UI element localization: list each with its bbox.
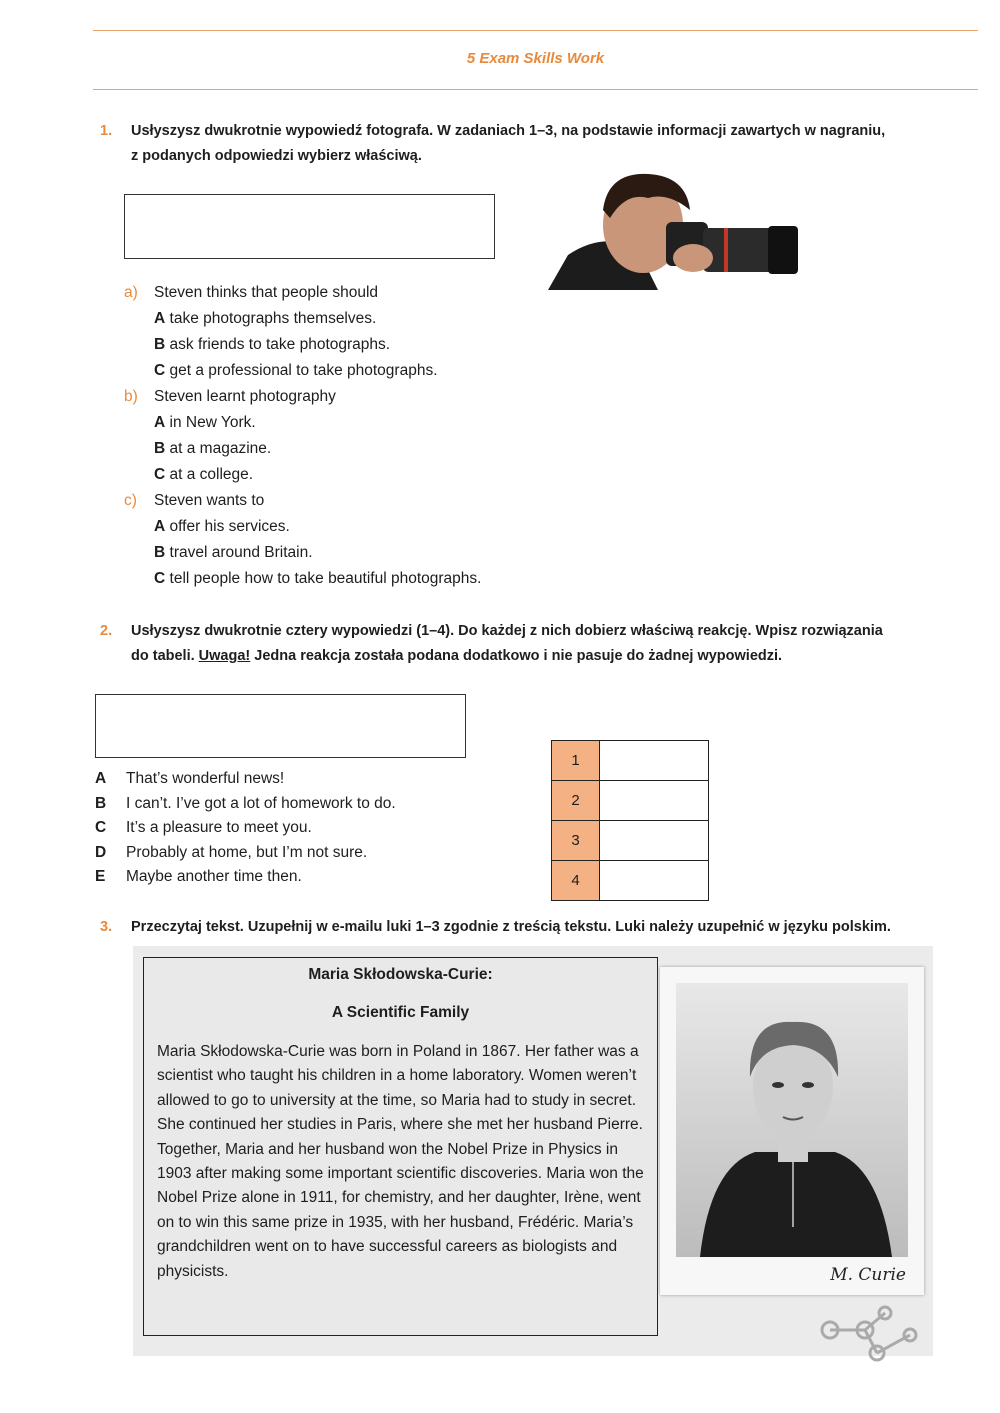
task-1-instruction [100, 119, 980, 171]
task-2-line-1: Usłyszysz dwukrotnie cztery wypowiedzi (1–4). Do każdej z nich dobierz właściwą reakcję. Wpisz rozwiązania [131, 623, 883, 639]
table-row [552, 741, 709, 781]
answer-option[interactable]: C tell people how to take beautiful photographs. [154, 570, 482, 587]
answer-option[interactable]: A offer his services. [154, 518, 290, 535]
response-item: C It’s a pleasure to meet you. [95, 819, 312, 836]
question-label: a) [124, 284, 138, 301]
answer-option[interactable]: B travel around Britain. [154, 544, 313, 561]
row-number: 3 [552, 821, 600, 861]
table-row [552, 821, 709, 861]
task-2-instruction [100, 619, 980, 671]
response-item: E Maybe another time then. [95, 868, 302, 885]
row-number: 1 [552, 741, 600, 781]
answer-option[interactable]: A take photographs themselves. [154, 310, 377, 327]
question-b [124, 384, 624, 488]
response-list [95, 767, 515, 890]
header-bottom-rule [93, 89, 978, 90]
answer-cell[interactable] [600, 821, 709, 861]
table-row [552, 861, 709, 901]
question-c [124, 488, 624, 592]
question-label: c) [124, 492, 137, 509]
task-3-number: 3. [100, 919, 113, 935]
header-top-rule [93, 30, 978, 31]
answer-option[interactable]: B at a magazine. [154, 440, 272, 457]
task-1-line-2: z podanych odpowiedzi wybierz właściwą. [131, 148, 422, 164]
task-1-answer-box[interactable] [124, 194, 495, 259]
answer-table [551, 740, 709, 901]
response-item: B I can’t. I’ve got a lot of homework to do. [95, 794, 396, 812]
answer-cell[interactable] [600, 741, 709, 781]
row-number: 2 [552, 781, 600, 821]
reading-title: Maria Skłodowska-Curie: [308, 966, 493, 983]
molecule-decoration [815, 1305, 925, 1365]
question-stem: Steven learnt photography [154, 388, 336, 405]
task-1-line-1: Usłyszysz dwukrotnie wypowiedź fotografa. W zadaniach 1–3, na podstawie informacji zawartych w nagraniu, [131, 123, 886, 139]
task-3-instruction [100, 915, 980, 941]
task-1-number: 1. [100, 123, 113, 139]
answer-option[interactable]: C at a college. [154, 466, 254, 483]
response-item: D Probably at home, but I’m not sure. [95, 843, 368, 861]
task-2-answer-box[interactable] [95, 694, 466, 758]
reading-body: Maria Skłodowska-Curie was born in Poland in 1867. Her father was a scientist who taught his children in a home laboratory. Women weren’t allowed to go to university at the time, so Maria had to study in secret. She continued her studies in Paris, where she met her husband Pierre. Together, Maria and her husband won the Nobel Prize in Physics in 1903 after making some important scientific discoveries. Maria won the Nobel Prize alone in 1911, for chemistry, and her daughter, Irène, went on to win this same prize in 1935, with her husband, Frédéric. Maria’s grandchildren went on to have successful careers as biologists and physicists. [157, 1043, 644, 1280]
curie-portrait-photo [660, 967, 924, 1295]
question-stem: Steven wants to [154, 492, 265, 509]
question-label: b) [124, 388, 138, 405]
question-a [124, 280, 624, 384]
response-item: A That’s wonderful news! [95, 770, 285, 787]
reading-text-box [143, 957, 658, 1336]
answer-cell[interactable] [600, 781, 709, 821]
question-stem: Steven thinks that people should [154, 284, 379, 301]
row-number: 4 [552, 861, 600, 901]
page-title: 5 Exam Skills Work [466, 50, 605, 67]
task-3-line-1: Przeczytaj tekst. Uzupełnij w e-mailu luki 1–3 zgodnie z treścią tekstu. Luki należy uzupełnić w języku polskim. [131, 919, 891, 935]
answer-option[interactable]: A in New York. [154, 414, 256, 431]
warning-label: Uwaga! [198, 648, 251, 664]
answer-cell[interactable] [600, 861, 709, 901]
table-row [552, 781, 709, 821]
reading-subtitle: A Scientific Family [331, 1004, 470, 1021]
curie-portrait-frame [660, 967, 924, 1295]
photographer-photo [548, 170, 798, 290]
task-2-number: 2. [100, 623, 113, 639]
task-2-line-2: do tabeli. Uwaga! Jedna reakcja została podana dodatkowo i nie pasuje do żadnej wypowiedzi. [131, 648, 783, 664]
task-1-questions [124, 280, 624, 592]
answer-option[interactable]: C get a professional to take photographs. [154, 362, 438, 379]
curie-signature: M. Curie [830, 1265, 906, 1285]
answer-option[interactable]: B ask friends to take photographs. [154, 336, 391, 353]
